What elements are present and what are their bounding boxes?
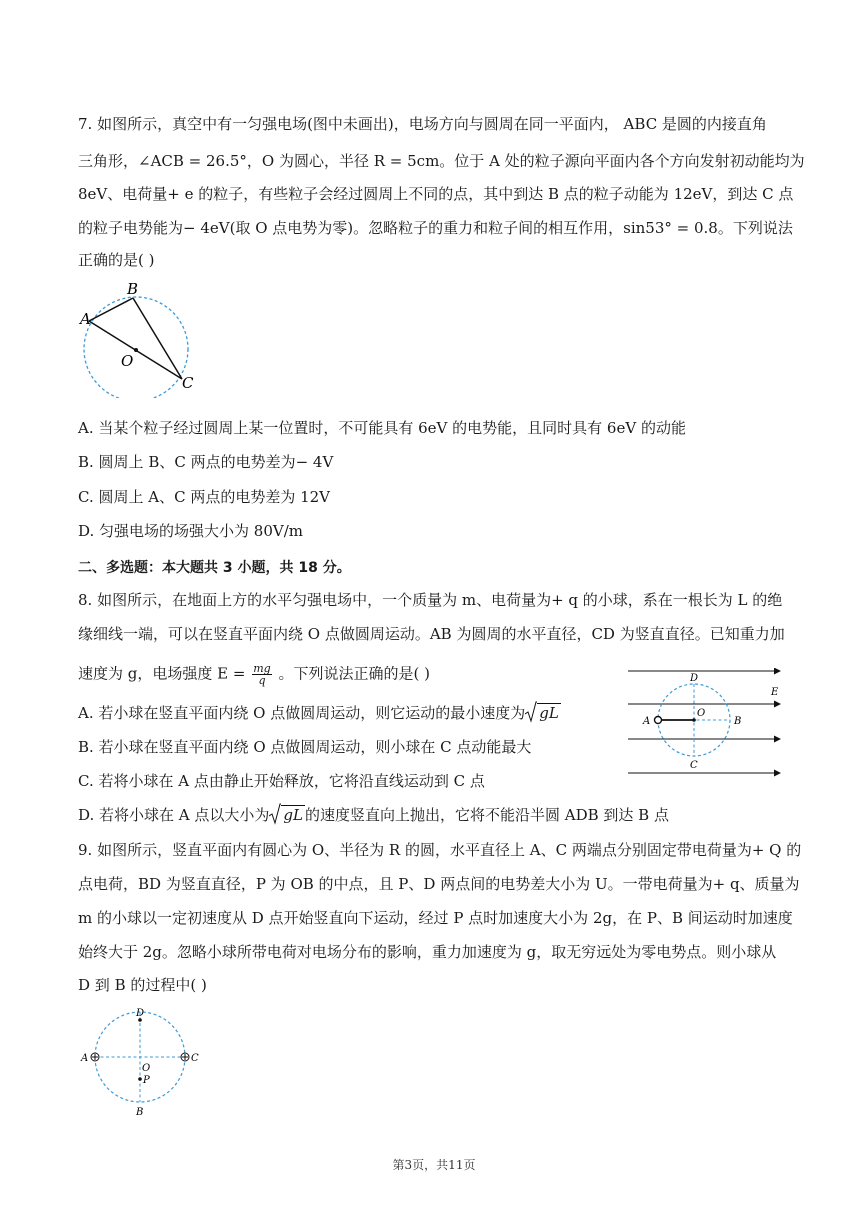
- q7-figure: [72, 278, 202, 398]
- q8-label-o: O: [697, 708, 706, 719]
- q9-figure: [75, 1003, 205, 1118]
- sqrt-sign-icon: [525, 701, 537, 723]
- q8-label-b: B: [734, 716, 742, 727]
- q9-label-c: C: [191, 1053, 199, 1064]
- q9-charge-a-icon: [91, 1053, 99, 1061]
- q8-line-3: [78, 663, 430, 686]
- q8-label-a: A: [643, 716, 651, 727]
- q8-option-a-radicand: gL: [539, 704, 559, 722]
- q8-option-b: B. 若小球在竖直平面内绕 O 点做圆周运动，则小球在 C 点动能最大: [78, 738, 532, 756]
- q9-line-2: 点电荷，BD 为竖直直径，P 为 OB 的中点，且 P、D 两点间的电势差大小为 U。一带电荷量为+ q、质量为: [78, 875, 800, 893]
- q8-option-a-text: A. 若小球在竖直平面内绕 O 点做圆周运动，则它运动的最小速度为: [78, 704, 526, 722]
- q7-line-3: 8eV、电荷量+ e 的粒子，有些粒子会经过圆周上不同的点，其中到达 B 点的粒子动能为 12eV，到达 C 点: [78, 185, 794, 203]
- q8-ball: [655, 717, 662, 724]
- q9-label-a: A: [81, 1053, 89, 1064]
- q8-option-d: [78, 805, 669, 825]
- q8-label-c: C: [690, 760, 698, 771]
- section-header: 二、多选题：本大题共 3 小题，共 18 分。: [78, 560, 351, 576]
- q8-fraction: [252, 663, 271, 686]
- q7-line-4: 的粒子电势能为− 4eV(取 O 点电势为零)。忽略粒子的重力和粒子间的相互作用，sin53° = 0.8。下列说法: [78, 219, 793, 237]
- q7-option-d: D. 匀强电场的场强大小为 80V/m: [78, 522, 303, 540]
- q9-label-p: P: [143, 1075, 150, 1086]
- q8-center-dot: [692, 718, 696, 722]
- q7-center-dot: [134, 348, 138, 352]
- q7-label-o: O: [121, 352, 134, 370]
- q8-line-3-prefix: 速度为 g，电场强度 E =: [78, 664, 246, 683]
- q7-label-c: C: [182, 374, 194, 392]
- q9-line-1: 9. 如图所示，竖直平面内有圆心为 O、半径为 R 的圆，水平直径上 A、C 两端点分别固定带电荷量为+ Q 的: [78, 841, 802, 859]
- sqrt-sign-icon: [269, 803, 281, 825]
- q7-label-a: A: [80, 310, 91, 328]
- q8-label-e: E: [771, 687, 779, 698]
- q9-charge-c-icon: [181, 1053, 189, 1061]
- q7-line-2: 三角形，∠ACB = 26.5°，O 为圆心，半径 R = 5cm。位于 A 处的粒子源向平面内各个方向发射初动能均为: [78, 152, 805, 170]
- q9-line-4: 始终大于 2g。忽略小球所带电荷对电场分布的影响，重力加速度为 g，取无穷远处为零电势点。则小球从: [78, 943, 777, 961]
- q9-point-p: [138, 1077, 142, 1081]
- q8-option-d-sqrt: [269, 805, 305, 825]
- q7-option-b: B. 圆周上 B、C 两点的电势差为− 4V: [78, 453, 334, 471]
- q7-circle: [84, 297, 188, 398]
- q8-figure: [625, 668, 785, 778]
- q8-option-d-radicand: gL: [283, 806, 303, 824]
- q9-label-o: O: [142, 1063, 151, 1074]
- q9-label-d: D: [136, 1008, 145, 1019]
- page-footer: 第3页，共11页: [392, 1158, 476, 1172]
- q8-line-3-suffix: 。下列说法正确的是( ): [278, 664, 430, 683]
- q8-fraction-numerator: mg: [253, 662, 271, 675]
- q8-option-d-suffix: 的速度竖直向上抛出，它将不能沿半圆 ADB 到达 B 点: [304, 806, 669, 824]
- q7-line-5: 正确的是( ): [78, 251, 155, 269]
- q8-option-c: C. 若将小球在 A 点由静止开始释放，它将沿直线运动到 C 点: [78, 772, 485, 790]
- q8-fraction-denominator: q: [258, 674, 266, 687]
- q8-line-1: 8. 如图所示，在地面上方的水平匀强电场中，一个质量为 m、电荷量为+ q 的小球，系在一根长为 L 的绝: [78, 591, 783, 609]
- q7-option-a: A. 当某个粒子经过圆周上某一位置时，不可能具有 6eV 的电势能，且同时具有 6eV 的动能: [78, 419, 686, 437]
- q9-line-3: m 的小球以一定初速度从 D 点开始竖直向下运动，经过 P 点时加速度大小为 2g，在 P、B 间运动时加速度: [78, 909, 793, 927]
- q7-line-1: 7. 如图所示，真空中有一匀强电场(图中未画出)，电场方向与圆周在同一平面内， ABC 是圆的内接直角: [78, 115, 767, 133]
- q8-option-a: [78, 703, 561, 723]
- q7-line-ab: [89, 298, 133, 321]
- q9-label-b: B: [136, 1107, 144, 1118]
- q8-label-d: D: [690, 673, 699, 684]
- q7-option-c: C. 圆周上 A、C 两点的电势差为 12V: [78, 488, 331, 506]
- q7-label-b: B: [127, 280, 139, 298]
- q8-line-2: 缘细线一端，可以在竖直平面内绕 O 点做圆周运动。AB 为圆周的水平直径，CD 为竖直直径。已知重力加: [78, 625, 785, 643]
- q8-option-d-prefix: D. 若将小球在 A 点以大小为: [78, 806, 270, 824]
- q8-option-a-sqrt: [525, 703, 561, 723]
- q9-line-5: D 到 B 的过程中( ): [78, 976, 207, 994]
- q7-line-bc: [133, 298, 182, 379]
